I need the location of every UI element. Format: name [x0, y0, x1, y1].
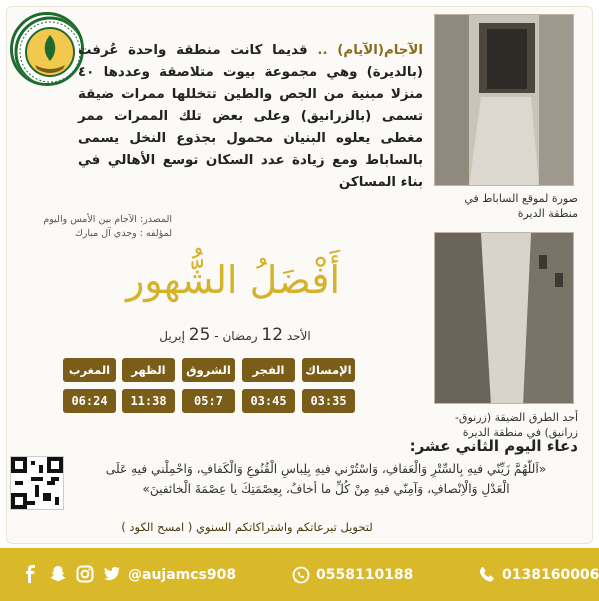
phone-contact[interactable]: [478, 548, 599, 601]
photo2-caption: أحد الطرق الضيقة (زرنوق-زرانيق) في منطقة الديرة: [454, 411, 578, 439]
photo1-caption: صورة لموقع الساباط في منطقة الديرة: [464, 192, 578, 220]
phone-icon: [478, 566, 496, 584]
phone-number: 0138160006: [502, 566, 599, 583]
source-note: [38, 213, 172, 241]
paragraph-lead: الآجام(الآيام) ..: [317, 43, 423, 58]
prayer-maghrib: [63, 358, 116, 413]
prayer-time: 11:38: [122, 389, 175, 413]
greg-day: 25: [188, 325, 211, 345]
prayer-fajr: [242, 358, 295, 413]
social-icons: [22, 565, 121, 585]
date-separator: -: [214, 329, 219, 343]
twitter-icon[interactable]: [103, 565, 121, 583]
logo-emblem-icon: [13, 15, 84, 86]
prayer-time: 05:7: [182, 389, 235, 413]
hijri-month: رمضان: [222, 329, 258, 343]
dua-line-1: «اَللّهُمَّ زَيِّنّي فيهِ بِالسِّتْرِ وَالْعَفافِ، وَاسْتُرْني فيهِ بِلِباسِ الْقُنُوعِ وَالْكَفافِ، وَاحْمِلْني فيهِ عَلَى: [105, 462, 547, 476]
prayer-name: الشروق: [182, 358, 235, 382]
prayer-dhuhr: [122, 358, 175, 413]
prayer-name: الظهر: [122, 358, 175, 382]
source-line-2: لمؤلفه : وجدي آل مبارك: [74, 228, 172, 239]
instagram-icon[interactable]: [76, 565, 94, 583]
alley-photo: [434, 232, 574, 404]
prayer-imsak: [302, 358, 355, 413]
prayer-name: الإمساك: [302, 358, 355, 382]
social-handle-text: @aujamcs908: [128, 566, 237, 583]
hijri-day: 12: [261, 325, 284, 345]
prayer-name: الفجر: [242, 358, 295, 382]
source-line-1: المصدر: الآجام بين الأمس واليوم: [43, 214, 172, 225]
history-paragraph: [78, 40, 423, 194]
day-name: الأحد: [286, 329, 311, 343]
sabat-photo: [434, 14, 574, 186]
social-handle[interactable]: [128, 548, 236, 601]
paragraph-body: قديما كانت منطقة واحدة عُرفت (بالديرة) وهي مجموعة بيوت متلاصقة وعددها ٤٠ منزلا مبنية من الجص والطين تتخللها ممرات ضيقة تسمى (بالزرانيق) وعلى بعض تلك الممرات ممر مغطى يعلوه البنيان محمول بجذوع النخل يسمى بالساباط ومع زيادة عدد السكان توسع الأهالي في بناء المساكن: [78, 43, 423, 190]
dua-title: دعاء اليوم الثاني عشر:: [409, 437, 578, 455]
prayer-time: 03:45: [242, 389, 295, 413]
prayer-name: المغرب: [63, 358, 116, 382]
prayer-time: 03:35: [302, 389, 355, 413]
prayer-times-table: [63, 358, 355, 415]
facebook-icon[interactable]: [22, 565, 40, 583]
dua-text: [74, 459, 578, 499]
snapchat-icon[interactable]: [49, 565, 67, 583]
donation-qr-code[interactable]: [10, 456, 64, 510]
dua-line-2: الْعَدْلِ وَالْاِنْصافِ، وَآمِنّي فيهِ مِنْ كُلِّ ما أخافُ، بِعِصْمَتِكَ يا عِصْمَةَ الْخائفينَ»: [142, 482, 510, 496]
greg-month: إبريل: [159, 329, 185, 343]
association-logo: [10, 12, 84, 86]
whatsapp-icon: [292, 566, 310, 584]
whatsapp-contact[interactable]: [292, 548, 413, 601]
contact-footer: [0, 548, 599, 601]
best-months-title: أَفْضَلُ الشُّهور: [125, 258, 341, 302]
transfer-note: لتحويل تبرعاتكم واشتراكاتكم السنوي ( امسح الكود ): [121, 520, 373, 534]
prayer-time: 06:24: [63, 389, 116, 413]
date-line: [120, 325, 350, 345]
prayer-shuruq: [182, 358, 235, 413]
whatsapp-number: 0558110188: [316, 566, 414, 583]
